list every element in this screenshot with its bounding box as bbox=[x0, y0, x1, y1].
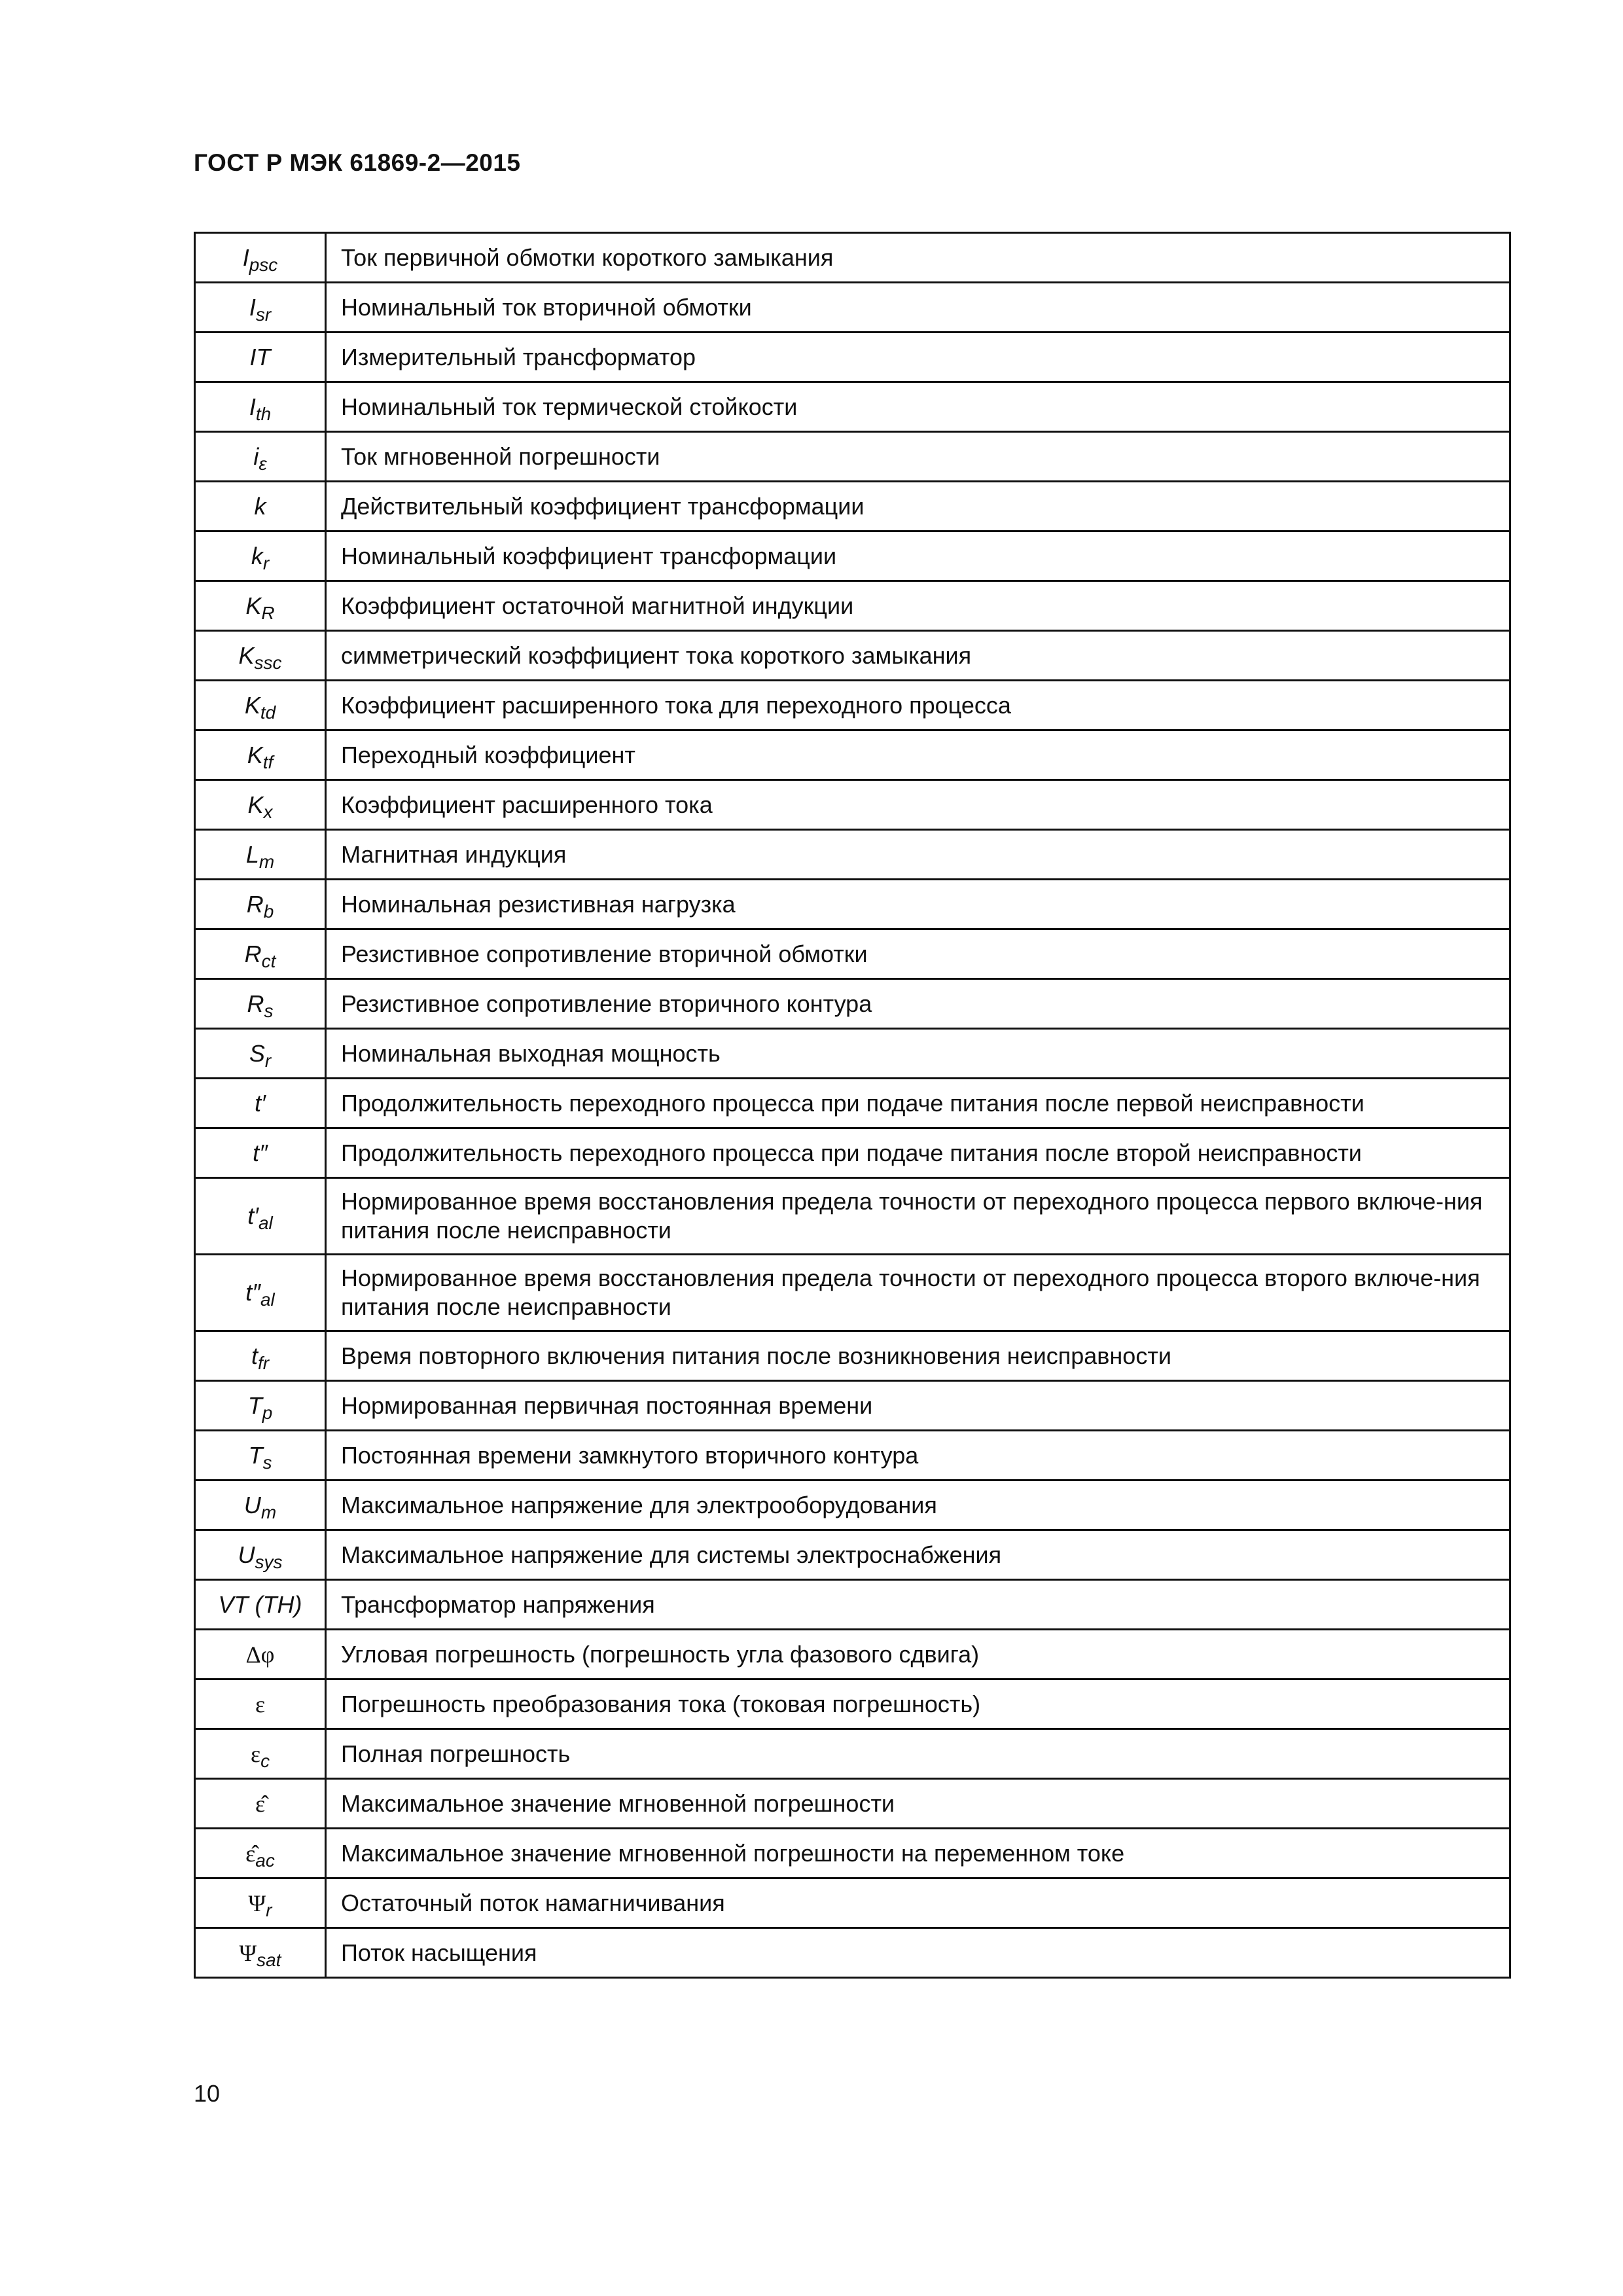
page-number: 10 bbox=[194, 2080, 221, 2107]
description-cell: симметрический коэффициент тока короткого замыкания bbox=[326, 631, 1510, 681]
table-row bbox=[195, 382, 1510, 432]
symbol-base: U bbox=[243, 1491, 261, 1518]
description-cell: Номинальный ток термической стойкости bbox=[326, 382, 1510, 432]
symbol-cell bbox=[195, 780, 326, 830]
symbol-cell bbox=[195, 1829, 326, 1878]
table-row bbox=[195, 1331, 1510, 1381]
symbol-cell bbox=[195, 382, 326, 432]
description-cell: Поток насыщения bbox=[326, 1928, 1510, 1978]
symbol-subscript: al bbox=[258, 1213, 273, 1233]
description-cell: Ток мгновенной погрешности bbox=[326, 432, 1510, 482]
symbol-cell bbox=[195, 1381, 326, 1431]
symbol-cell bbox=[195, 1878, 326, 1928]
symbol-cell bbox=[195, 1178, 326, 1255]
symbol-cell bbox=[195, 531, 326, 581]
table-row bbox=[195, 1779, 1510, 1829]
symbol-cell bbox=[195, 1255, 326, 1331]
symbol-subscript: m bbox=[259, 851, 275, 872]
symbol-base: k bbox=[251, 542, 263, 569]
symbol-cell bbox=[195, 979, 326, 1029]
table-row bbox=[195, 730, 1510, 780]
description-cell: Максимальное напряжение для системы электроснабжения bbox=[326, 1530, 1510, 1580]
description-cell: Действительный коэффициент трансформации bbox=[326, 482, 1510, 531]
symbol-base: ε bbox=[255, 1691, 266, 1717]
description-cell: Номинальная выходная мощность bbox=[326, 1029, 1510, 1079]
symbol-cell bbox=[195, 1779, 326, 1829]
symbol-subscript: r bbox=[262, 552, 270, 573]
symbol-base: ε bbox=[250, 1740, 261, 1767]
description-cell: Нормированная первичная постоянная времени bbox=[326, 1381, 1510, 1431]
description-cell: Полная погрешность bbox=[326, 1729, 1510, 1779]
symbol-cell bbox=[195, 1530, 326, 1580]
symbol-cell bbox=[195, 432, 326, 482]
symbol-subscript: c bbox=[260, 1750, 270, 1771]
symbol-base: L bbox=[245, 840, 259, 868]
table-row bbox=[195, 780, 1510, 830]
symbol-base: ε̂ bbox=[255, 1790, 266, 1817]
symbol-cell bbox=[195, 1928, 326, 1978]
symbol-cell bbox=[195, 1580, 326, 1630]
symbol-base: t′ bbox=[255, 1089, 266, 1117]
symbol-base: Ψ bbox=[248, 1890, 266, 1916]
symbol-base: i bbox=[253, 442, 259, 470]
symbol-base: k bbox=[254, 492, 266, 520]
table-row bbox=[195, 830, 1510, 880]
symbol-cell bbox=[195, 233, 326, 283]
description-cell: Остаточный поток намагничивания bbox=[326, 1878, 1510, 1928]
symbol-cell bbox=[195, 730, 326, 780]
symbol-base: t′ bbox=[247, 1202, 259, 1229]
table-row bbox=[195, 1530, 1510, 1580]
symbol-base: K bbox=[238, 641, 255, 669]
symbol-base: t bbox=[251, 1342, 258, 1369]
symbol-subscript: psc bbox=[249, 254, 278, 275]
description-cell: Номинальный коэффициент трансформации bbox=[326, 531, 1510, 581]
symbol-subscript: sr bbox=[255, 304, 272, 325]
symbol-cell bbox=[195, 1630, 326, 1679]
table-row bbox=[195, 531, 1510, 581]
symbol-base: K bbox=[247, 791, 264, 818]
symbol-cell bbox=[195, 631, 326, 681]
table-row bbox=[195, 482, 1510, 531]
symbol-subscript: r bbox=[264, 1050, 272, 1071]
symbol-cell bbox=[195, 929, 326, 979]
symbol-subscript: p bbox=[262, 1402, 273, 1423]
symbol-cell bbox=[195, 283, 326, 332]
symbol-cell bbox=[195, 1480, 326, 1530]
table-row bbox=[195, 283, 1510, 332]
table-row bbox=[195, 880, 1510, 929]
description-cell: Коэффициент расширенного тока bbox=[326, 780, 1510, 830]
table-row bbox=[195, 1679, 1510, 1729]
symbol-cell bbox=[195, 1729, 326, 1779]
description-cell: Продолжительность переходного процесса при подаче питания после первой неисправности bbox=[326, 1079, 1510, 1128]
description-cell: Время повторного включения питания после возникновения неисправности bbox=[326, 1331, 1510, 1381]
symbol-subscript: ct bbox=[261, 950, 276, 971]
symbol-base: R bbox=[244, 940, 262, 967]
description-cell: Нормированное время восстановления предела точности от переходного процесса первого включе-ния питания после неисправности bbox=[326, 1178, 1510, 1255]
description-cell: Постоянная времени замкнутого вторичного контура bbox=[326, 1431, 1510, 1480]
table-row bbox=[195, 581, 1510, 631]
symbol-base: K bbox=[245, 592, 262, 619]
table-row bbox=[195, 1128, 1510, 1178]
symbol-subscript: r bbox=[266, 1899, 272, 1920]
symbol-base: R bbox=[247, 990, 264, 1017]
symbol-base: I bbox=[242, 243, 249, 271]
description-cell: Переходный коэффициент bbox=[326, 730, 1510, 780]
symbol-subscript: sat bbox=[257, 1949, 281, 1970]
description-cell: Номинальная резистивная нагрузка bbox=[326, 880, 1510, 929]
symbol-subscript: sys bbox=[255, 1551, 283, 1572]
symbol-base: S bbox=[249, 1039, 265, 1067]
table-row bbox=[195, 1829, 1510, 1878]
symbol-subscript: R bbox=[261, 602, 275, 623]
symbol-base: Ψ bbox=[239, 1939, 257, 1966]
symbol-cell bbox=[195, 681, 326, 730]
description-cell: Нормированное время восстановления предела точности от переходного процесса второго включе-ния питания после неисправности bbox=[326, 1255, 1510, 1331]
symbol-base: t″ bbox=[253, 1139, 268, 1166]
symbol-subscript: x bbox=[263, 801, 273, 822]
symbol-cell bbox=[195, 1029, 326, 1079]
description-cell: Коэффициент остаточной магнитной индукции bbox=[326, 581, 1510, 631]
symbol-subscript: ac bbox=[255, 1850, 275, 1871]
table-row bbox=[195, 1729, 1510, 1779]
table-row bbox=[195, 1029, 1510, 1079]
table-row bbox=[195, 1255, 1510, 1331]
symbol-subscript: s bbox=[264, 1000, 274, 1021]
symbol-base: I bbox=[249, 393, 256, 420]
symbol-base: Δφ bbox=[245, 1641, 275, 1668]
symbol-base: T bbox=[247, 1391, 262, 1419]
symbol-cell bbox=[195, 1079, 326, 1128]
description-cell: Продолжительность переходного процесса при подаче питания после второй неисправности bbox=[326, 1128, 1510, 1178]
symbols-table bbox=[194, 232, 1511, 1979]
description-cell: Ток первичной обмотки короткого замыкания bbox=[326, 233, 1510, 283]
symbol-base: K bbox=[244, 691, 260, 719]
table-row bbox=[195, 1079, 1510, 1128]
table-row bbox=[195, 1580, 1510, 1630]
symbol-subscript: th bbox=[255, 403, 272, 424]
description-cell: Максимальное значение мгновенной погрешности на переменном токе bbox=[326, 1829, 1510, 1878]
symbol-cell bbox=[195, 830, 326, 880]
table-row bbox=[195, 681, 1510, 730]
table-row bbox=[195, 1480, 1510, 1530]
symbol-cell bbox=[195, 332, 326, 382]
symbol-cell bbox=[195, 1679, 326, 1729]
symbol-subscript: tf bbox=[262, 751, 274, 772]
table-row bbox=[195, 1630, 1510, 1679]
symbol-base: t″ bbox=[245, 1279, 260, 1306]
symbol-subscript: ε bbox=[259, 453, 267, 474]
description-cell: Магнитная индукция bbox=[326, 830, 1510, 880]
symbol-subscript: s bbox=[262, 1452, 272, 1473]
table-row bbox=[195, 1431, 1510, 1480]
table-row bbox=[195, 332, 1510, 382]
symbol-cell bbox=[195, 1431, 326, 1480]
table-row bbox=[195, 929, 1510, 979]
description-cell: Измерительный трансформатор bbox=[326, 332, 1510, 382]
symbol-base: ε̂ bbox=[245, 1840, 256, 1867]
table-row bbox=[195, 233, 1510, 283]
description-cell: Коэффициент расширенного тока для переходного процесса bbox=[326, 681, 1510, 730]
table-row bbox=[195, 1178, 1510, 1255]
symbol-cell bbox=[195, 482, 326, 531]
document-header: ГОСТ Р МЭК 61869-2—2015 bbox=[194, 149, 521, 176]
table-row bbox=[195, 1878, 1510, 1928]
symbol-cell bbox=[195, 1128, 326, 1178]
description-cell: Резистивное сопротивление вторичной обмотки bbox=[326, 929, 1510, 979]
symbol-cell bbox=[195, 880, 326, 929]
symbol-subscript: ssc bbox=[254, 652, 282, 673]
table-row bbox=[195, 979, 1510, 1029]
table-row bbox=[195, 1928, 1510, 1978]
table-row bbox=[195, 631, 1510, 681]
symbol-base: I bbox=[249, 293, 256, 321]
symbol-subscript: td bbox=[260, 702, 276, 723]
description-cell: Номинальный ток вторичной обмотки bbox=[326, 283, 1510, 332]
symbol-cell bbox=[195, 1331, 326, 1381]
description-cell: Максимальное напряжение для электрооборудования bbox=[326, 1480, 1510, 1530]
description-cell: Трансформатор напряжения bbox=[326, 1580, 1510, 1630]
description-cell: Угловая погрешность (погрешность угла фазового сдвига) bbox=[326, 1630, 1510, 1679]
symbol-base: U bbox=[238, 1541, 255, 1568]
symbol-subscript: al bbox=[260, 1289, 275, 1310]
description-cell: Максимальное значение мгновенной погрешности bbox=[326, 1779, 1510, 1829]
symbol-cell bbox=[195, 581, 326, 631]
symbol-base: K bbox=[247, 741, 263, 768]
symbol-base: IT bbox=[249, 343, 271, 370]
description-cell: Погрешность преобразования тока (токовая погрешность) bbox=[326, 1679, 1510, 1729]
symbols-table-body bbox=[195, 233, 1510, 1978]
symbol-base: VT (TH) bbox=[218, 1590, 302, 1618]
symbol-subscript: fr bbox=[257, 1352, 270, 1373]
table-row bbox=[195, 1381, 1510, 1431]
symbol-subscript: b bbox=[263, 901, 274, 922]
description-cell: Резистивное сопротивление вторичного контура bbox=[326, 979, 1510, 1029]
table-row bbox=[195, 432, 1510, 482]
symbol-base: R bbox=[246, 890, 264, 918]
symbol-base: T bbox=[248, 1441, 263, 1469]
symbol-subscript: m bbox=[260, 1501, 277, 1522]
